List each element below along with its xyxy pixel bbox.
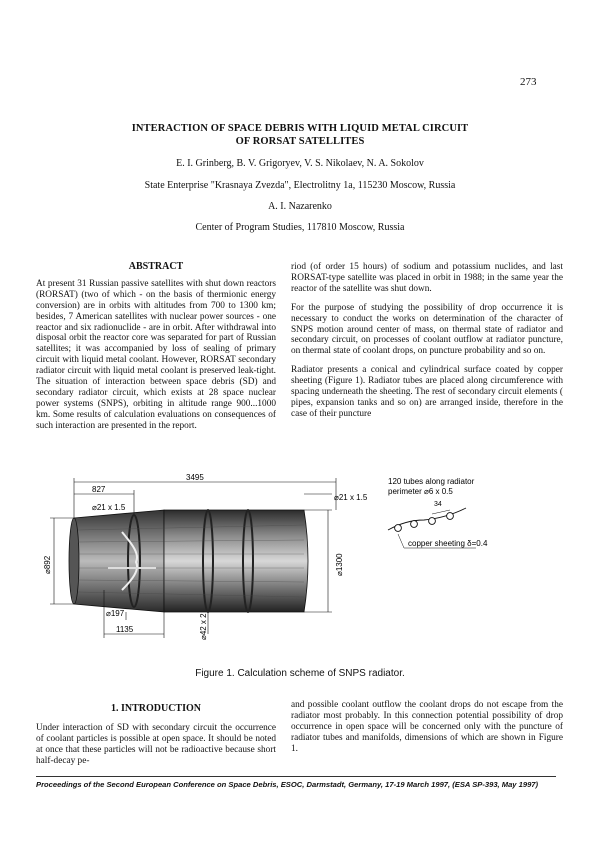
dim-21x15-right: ⌀21 x 1.5: [334, 493, 368, 502]
dim-1135: 1135: [116, 625, 134, 634]
right-paragraph-1: riod (of order 15 hours) of sodium and potassium nuclides, and last RORSAT-type satellite was placed in orbit in 1988; in the same year the reactor of the satellite was shut down.: [291, 262, 563, 294]
spacing-label: 34: [434, 501, 442, 508]
right-paragraph-3: Radiator presents a conical and cylindrical surface coated by copper sheeting (Figure 1). Radiator tubes are placed along circumference with spacing underneath the sheeting. The rest of secondary circuit elements ( pipes, expansion tanks and so on) are arranged inside, therefore in the case of their puncture: [291, 365, 563, 419]
dim-3495: 3495: [186, 473, 204, 482]
dim-1300: ⌀1300: [335, 553, 344, 576]
right-column: [291, 262, 563, 428]
radiator-cone: [74, 510, 164, 612]
tube-circle: [411, 521, 418, 528]
affiliation-2: Center of Program Studies, 117810 Moscow, Russia: [195, 222, 405, 233]
introduction-right: [291, 700, 563, 763]
affiliation-1: State Enterprise "Krasnaya Zvezda", Electrolitny 1a, 115230 Moscow, Russia: [144, 180, 456, 191]
introduction-right-text: and possible coolant outflow the coolant drops do not escape from the radiator most probably. In this connection potential possibility of drop occurrence in open space will be concerned only with the puncture of radiator tubes and manifolds, dimensions of which are shown in Figure 1.: [291, 700, 563, 754]
page-number: 273: [520, 76, 537, 88]
authors: E. I. Grinberg, B. V. Grigoryev, V. S. Nikolaev, N. A. Sokolov: [176, 158, 424, 169]
abstract-text: At present 31 Russian passive satellites with shut down reactors (RORSAT) (two of which - on the basis of thermionic energy conversion) are in orbits with altitudes from 700 to 1300 km; besides, 7 American satellites with nuclear power sources - one reactor and six radionuclide - are in orbit. After withdrawal into disposal orbit the reactor core was separated for part of Russian satellites; it was accompanied by loss of sealing of primary circuit with liquid metal coolant. However, RORSAT secondary radiator circuit with liquid metal coolant is preserved leak-tight. The situation of interaction between space debris (SD) and secondary radiator circuit, which exists at 28 space nuclear power systems (SNPS), orbiting in altitude range 900...1000 km. Some results of calculation evaluations on consequences of such interaction are presented in the report.: [36, 278, 276, 431]
introduction-heading: 1. INTRODUCTION: [110, 703, 201, 714]
tubes-label: 120 tubes along radiator: [388, 477, 475, 486]
dim-197: ⌀197: [106, 609, 125, 618]
dim-892: ⌀892: [43, 555, 52, 574]
title-line-1: INTERACTION OF SPACE DEBRIS WITH LIQUID METAL CIRCUIT: [131, 123, 469, 134]
left-column: [36, 262, 276, 440]
copper-label: copper sheeting δ=0.4: [408, 539, 488, 548]
radiator-end-cap: [69, 518, 79, 604]
dim-827: 827: [92, 485, 106, 494]
abstract-heading: ABSTRACT: [128, 261, 184, 272]
introduction-left: [36, 704, 276, 775]
tube-detail: [388, 477, 488, 548]
dim-42x2: ⌀42 x 2: [199, 613, 208, 640]
introduction-text: Under interaction of SD with secondary circuit the occurrence of coolant particles is possible at open space. It should be noted at once that these particles will not be radioactive because short half-decay pe-: [36, 722, 276, 766]
figure-caption: Figure 1. Calculation scheme of SNPS radiator.: [195, 668, 405, 679]
radiator-drawing: [69, 510, 308, 612]
right-paragraph-2: For the purpose of studying the possibility of drop occurrence it is necessary to conduct the works on determination of the character of SNPS motion around center of mass, on thermal state of radiator and secondary circuit, on processes of coolant outflow at radiator puncture, on thermal state of coolant drops, on puncture probability and so on.: [291, 302, 563, 357]
tube-circle: [395, 525, 402, 532]
radiator-figure: [36, 470, 566, 660]
paper-title: [60, 122, 540, 148]
tube-circle: [429, 518, 436, 525]
footer-citation: Proceedings of the Second European Conference on Space Debris, ESOC, Darmstadt, Germany, 17-19 March 1997, (ESA SP-393, May 1997): [36, 776, 556, 789]
dim-21x15-left: ⌀21 x 1.5: [92, 503, 126, 512]
author-2: A. I. Nazarenko: [268, 201, 332, 212]
perimeter-label: perimeter ⌀6 x 0.5: [388, 487, 453, 496]
tube-circle: [447, 513, 454, 520]
title-line-2: OF RORSAT SATELLITES: [235, 136, 365, 147]
